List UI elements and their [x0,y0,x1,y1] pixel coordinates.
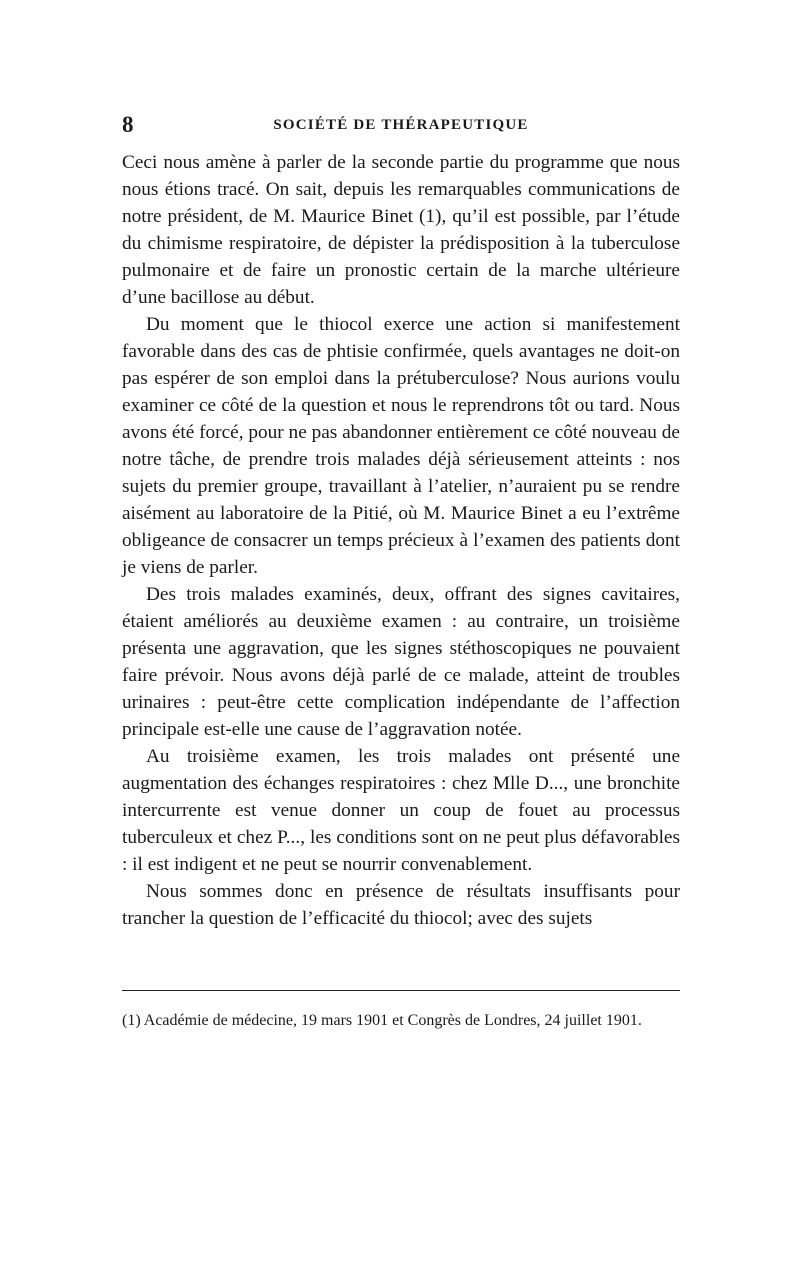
body-text [122,149,680,932]
page-number: 8 [122,112,134,137]
footnote-divider [122,990,680,991]
paragraph: Au troisième examen, les trois malades ont présenté une augmentation des échanges respiratoires : chez Mlle D..., une bronchite intercurrente est venue donner un coup de fouet au processus tuberculeux et chez P..., les conditions sont on ne peut plus défavorables : il est indigent et ne peut se nourrir convenablement. [122,746,680,875]
paragraph: Ceci nous amène à parler de la seconde partie du programme que nous nous étions tracé. On sait, depuis les remarquables communications de notre président, de M. Maurice Binet (1), qu’il est possible, par l’étude du chimisme respiratoire, de dépister la prédisposition à la tuberculose pulmonaire et de faire un pronostic certain de la marche ultérieure d’une bacillose au début. [122,152,680,308]
running-title: SOCIÉTÉ DE THÉRAPEUTIQUE [273,117,529,133]
paragraph: Nous sommes donc en présence de résultats insuffisants pour trancher la question de l’efficacité du thiocol; avec des sujets [122,881,680,929]
page-header [122,110,680,144]
paragraph: Des trois malades examinés, deux, offrant des signes cavitaires, étaient améliorés au deuxième examen : au contraire, un troisième présenta une aggravation, que les signes stéthoscopiques ne pouvaient faire prévoir. Nous avons déjà parlé de ce malade, atteint de troubles urinaires : peut-être cette complication indépendante de l’affection principale est-elle une cause de l’aggravation notée. [122,584,680,740]
footnote: (1) Académie de médecine, 19 mars 1901 et Congrès de Londres, 24 juillet 1901. [122,1012,642,1029]
paragraph: Du moment que le thiocol exerce une action si manifestement favorable dans des cas de phtisie confirmée, quels avantages ne doit-on pas espérer de son emploi dans la prétuberculose? Nous aurions voulu examiner ce côté de la question et nous le reprendrons tôt ou tard. Nous avons été forcé, pour ne pas abandonner entièrement ce côté nouveau de notre tâche, de prendre trois malades déjà sérieusement atteints : nos sujets du premier groupe, travaillant à l’atelier, n’auraient pu se rendre aisément au laboratoire de la Pitié, où M. Maurice Binet a eu l’extrême obligeance de consacrer un temps précieux à l’examen des patients dont je viens de parler. [122,314,680,578]
